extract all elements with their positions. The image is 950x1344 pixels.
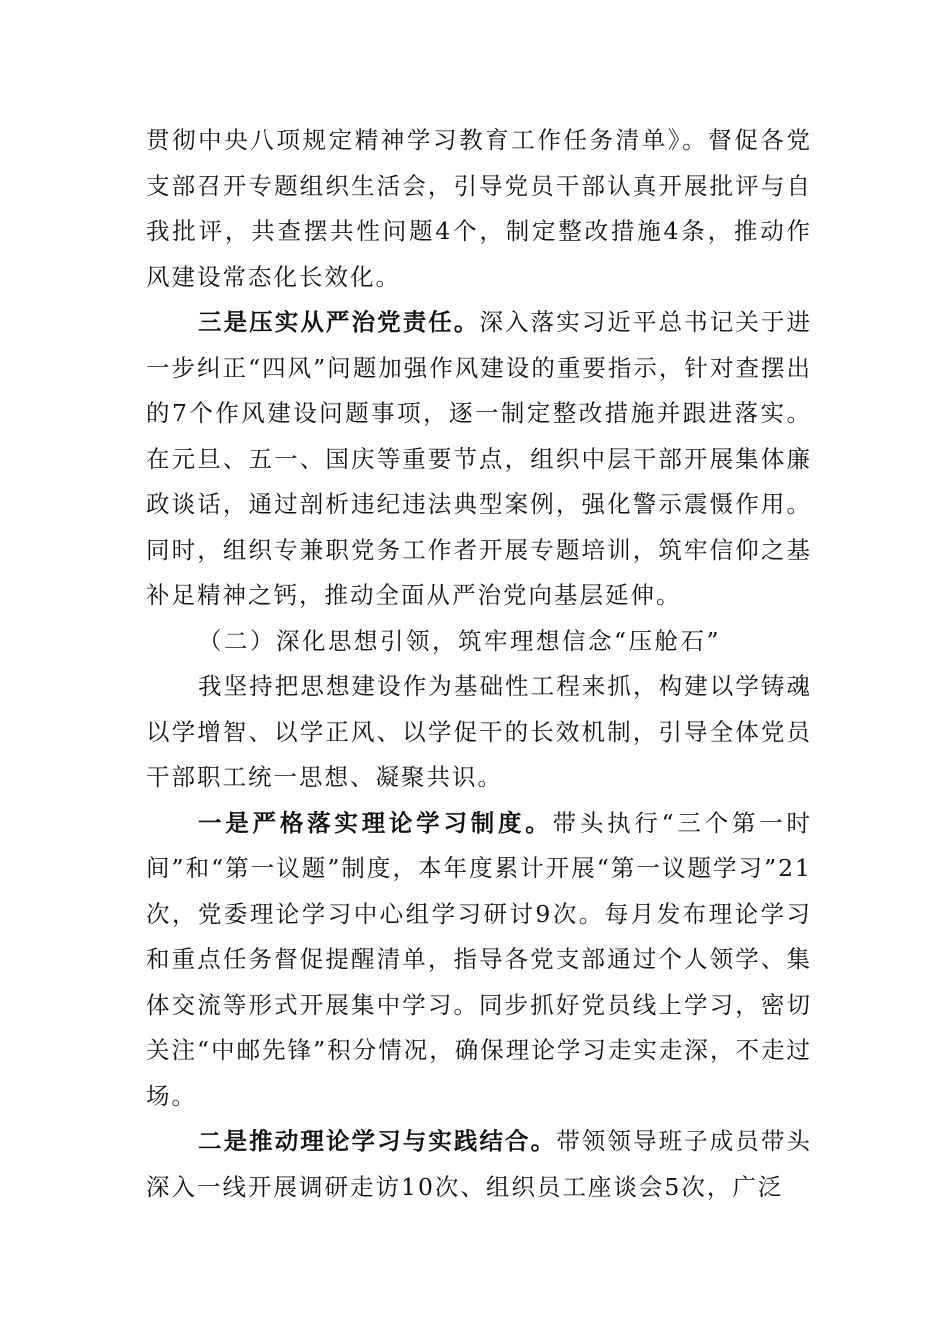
paragraph-lead: 三是压实从严治党责任。 — [198, 308, 480, 336]
paragraph-text: 带领领导班子成员带头深入一线开展调研走访10次、组织员工座谈会5次，广泛 — [146, 1127, 813, 1201]
paragraph-point-one — [146, 801, 812, 1120]
paragraph-text: 我坚持把思想建设作为基础性工程来抓，构建以学铸魂以学增智、以学正风、以学促干的长效机制，引导全体党员干部职工统一思想、凝聚共识。 — [146, 672, 812, 791]
paragraph-text: 带头执行“三个第一时间”和“第一议题”制度，本年度累计开展“第一议题学习”21次，党委理论学习中心组学习研讨9次。每月发布理论学习和重点任务督促提醒清单，指导各党支部通过个人领学、集体交流等形式开展集中学习。同步抓好党员线上学习，密切关注“中邮先锋”积分情况，确保理论学习走实走深，不走过场。 — [146, 808, 813, 1110]
paragraph-point-two — [146, 1119, 812, 1210]
paragraph-intro — [146, 664, 812, 801]
paragraph-point-three — [146, 300, 812, 619]
section-heading-text: （二）深化思想引领，筑牢理想信念“压舱石” — [198, 626, 722, 655]
paragraph-text: 深入落实习近平总书记关于进一步纠正“四风”问题加强作风建设的重要指示，针对查摆出的7个作风建设问题事项，逐一制定整改措施并跟进落实。在元旦、五一、国庆等重要节点，组织中层干部开展集体廉政谈话，通过剖析违纪违法典型案例，强化警示震慑作用。同时，组织专兼职党务工作者开展专题培训，筑牢信仰之基补足精神之钙，推动全面从严治党向基层延伸。 — [146, 308, 813, 609]
paragraph-lead: 一是严格落实理论学习制度。 — [198, 808, 553, 837]
section-heading — [146, 619, 812, 665]
document-page — [146, 118, 812, 1210]
paragraph-lead: 二是推动理论学习与实践结合。 — [198, 1127, 557, 1155]
paragraph-text: 贯彻中央八项规定精神学习教育工作任务清单》。督促各党支部召开专题组织生活会，引导党员干部认真开展批评与自我批评，共查摆共性问题4个，制定整改措施4条，推动作风建设常态化长效化。 — [146, 126, 812, 291]
paragraph-continuation — [146, 118, 812, 300]
